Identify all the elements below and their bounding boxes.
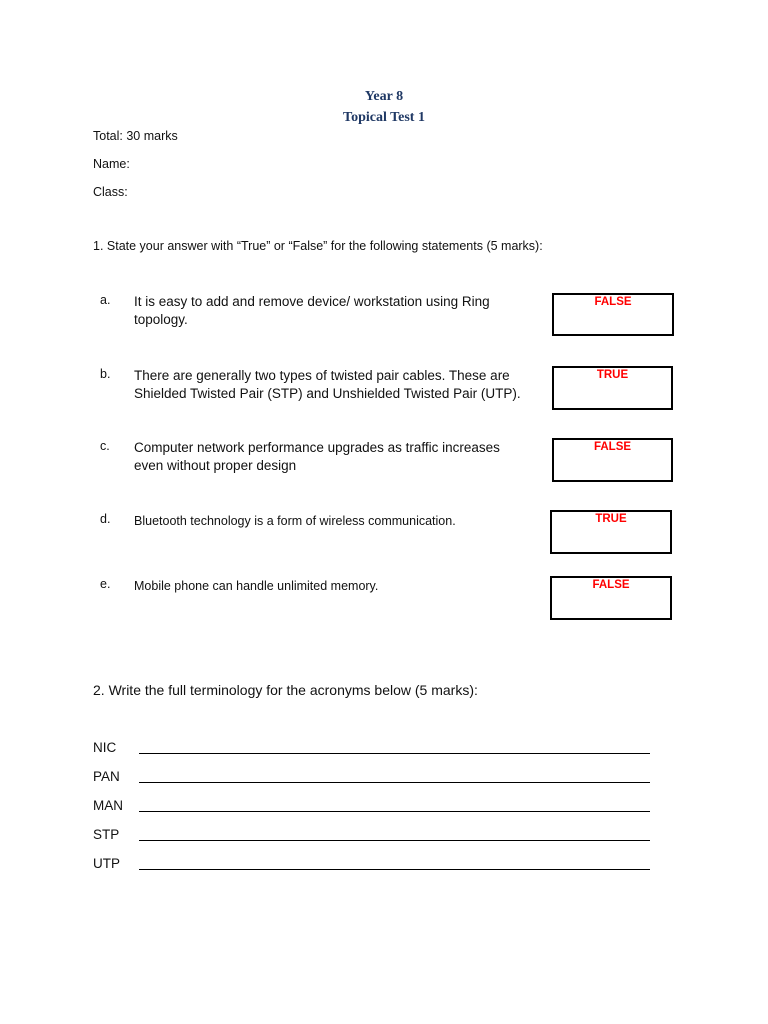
acronym-row-pan [93,769,653,789]
acronym-label: STP [93,827,120,842]
acronym-label: NIC [93,740,117,755]
statement-letter: c. [100,439,110,453]
question-2-heading: 2. Write the full terminology for the acronyms below (5 marks): [93,682,478,698]
statement-letter: d. [100,512,111,526]
acronym-row-man [93,798,653,818]
acronym-row-nic [93,740,653,760]
answer-value: TRUE [596,369,629,381]
answer-line[interactable] [139,753,650,754]
answer-box-b[interactable] [552,366,673,410]
acronym-label: UTP [93,856,120,871]
test-title: Topical Test 1 [343,110,425,125]
acronym-label: PAN [93,769,120,784]
answer-value: FALSE [594,296,632,308]
acronym-row-utp [93,856,653,876]
statement-text: Bluetooth technology is a form of wireless communication. [134,514,456,528]
acronym-row-stp [93,827,653,847]
statement-text: Computer network performance upgrades as traffic increases even without proper design [134,440,500,473]
statement-letter: e. [100,577,111,591]
statement-letter: b. [100,367,111,381]
answer-line[interactable] [139,811,650,812]
answer-box-e[interactable] [550,576,672,620]
answer-box-a[interactable] [552,293,674,336]
answer-value: FALSE [592,579,630,591]
question-1-heading: 1. State your answer with “True” or “False” for the following statements (5 marks): [93,239,543,253]
name-label: Name: [93,157,130,171]
class-label: Class: [93,185,128,199]
answer-box-d[interactable] [550,510,672,554]
answer-line[interactable] [139,782,650,783]
answer-box-c[interactable] [552,438,673,482]
answer-line[interactable] [139,840,650,841]
acronym-label: MAN [93,798,123,813]
answer-line[interactable] [139,869,650,870]
statement-text: Mobile phone can handle unlimited memory. [134,579,379,593]
statement-letter: a. [100,293,111,307]
statement-text: There are generally two types of twisted pair cables. These are Shielded Twisted Pair (STP) and Unshielded Twisted Pair (UTP). [134,368,521,401]
year-title: Year 8 [364,89,404,104]
statement-text: It is easy to add and remove device/ workstation using Ring topology. [134,294,490,327]
answer-value: TRUE [595,513,627,525]
answer-value: FALSE [593,441,632,453]
total-marks: Total: 30 marks [93,129,178,143]
